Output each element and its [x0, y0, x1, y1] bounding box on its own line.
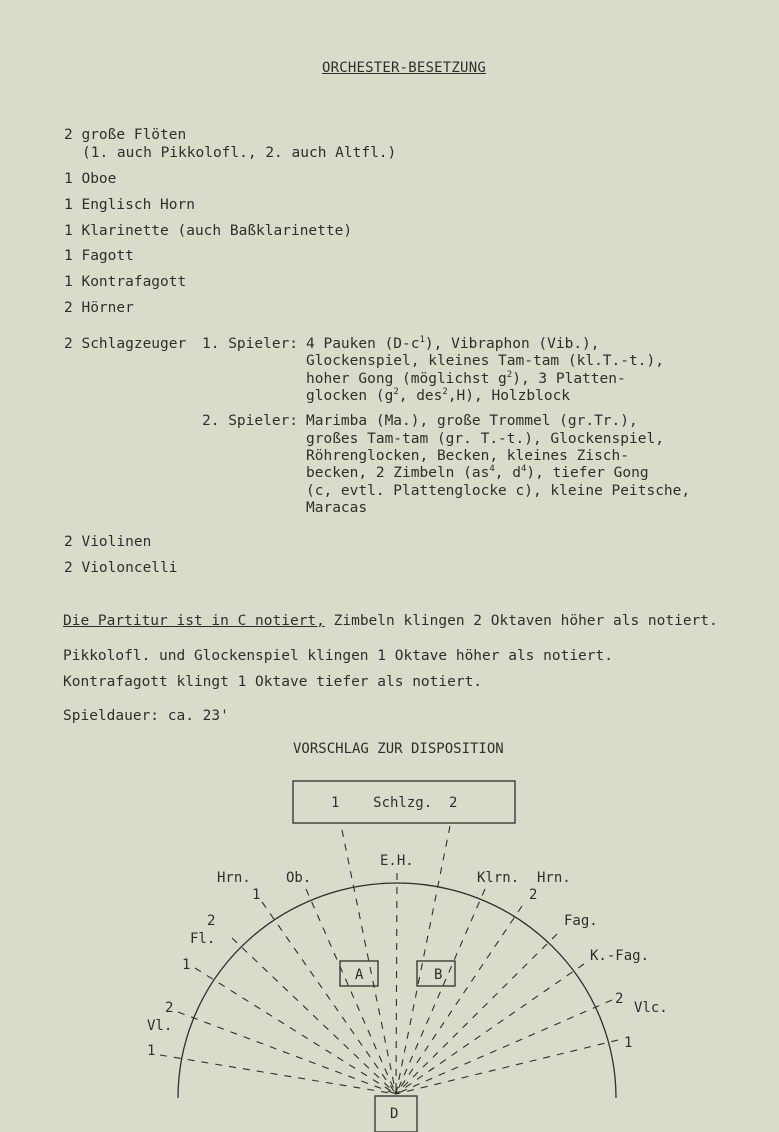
label-cello-num1: 1 [624, 1035, 633, 1051]
instrument-clarinet: 1 Klarinette (auch Baßklarinette) [64, 223, 353, 239]
label-flute: Fl. [190, 931, 216, 947]
label-horn-right: Hrn. [537, 870, 571, 886]
instrument-contrabassoon: 1 Kontrafagott [64, 274, 187, 290]
note-contrabassoon: Kontrafagott klingt 1 Oktave tiefer als notiert. [63, 674, 483, 690]
player1-line1: 4 Pauken $(D-c^1)$, Vibraphon (Vib.), [306, 335, 600, 352]
label-box-a: A [355, 967, 364, 983]
player1-line2: Glockenspiel, kleines Tam-tam (kl.T.-t.), [306, 353, 664, 369]
instrument-cellos: 2 Violoncelli [64, 560, 178, 576]
player2-label: 2. Spieler: [202, 413, 299, 429]
label-box-b: B [434, 967, 443, 983]
diagram-title: VORSCHLAG ZUR DISPOSITION [293, 741, 504, 757]
label-violin-num1: 1 [147, 1043, 156, 1059]
label-violin: Vl. [147, 1018, 173, 1034]
label-flute-num1: 1 [182, 957, 191, 973]
player2-line1: Marimba (Ma.), große Trommel (gr.Tr.), [306, 413, 638, 429]
player2-line3: Röhrenglocken, Becken, kleines Zisch- [306, 448, 630, 464]
label-horn-left: Hrn. [217, 870, 251, 886]
percussion-box-label: 1 Schlzg. 2 [331, 795, 458, 811]
label-oboe: Ob. [286, 870, 312, 886]
label-horn-left-num: 1 [252, 887, 261, 903]
label-horn-right-num: 2 [529, 887, 538, 903]
player2-line6: Maracas [306, 500, 368, 516]
instrument-flutes-note: (1. auch Pikkolofl., 2. auch Altfl.) [82, 145, 397, 161]
note-piccolo: Pikkolofl. und Glockenspiel klingen 1 Oktave höher als notiert. [63, 648, 613, 664]
label-cello-num2: 2 [615, 991, 624, 1007]
label-english-horn: E.H. [380, 853, 414, 869]
label-violin-num2: 2 [165, 1000, 174, 1016]
label-box-d: D [390, 1106, 399, 1122]
player1-line3: hoher Gong (möglichst $g^2$), 3 Platten- [306, 370, 626, 387]
note-partitur: Die Partitur ist in C notiert, Zimbeln klingen 2 Oktaven höher als notiert. [63, 613, 718, 629]
instrument-flutes: 2 große Flöten [64, 127, 187, 143]
player1-line4: glocken ($g^2$, des$^2$,H), Holzblock [306, 387, 571, 404]
player1-label: 1. Spieler: [202, 336, 299, 352]
instrument-horns: 2 Hörner [64, 300, 134, 316]
instrument-oboe: 1 Oboe [64, 171, 117, 187]
percussion-label: 2 Schlagzeuger [64, 336, 187, 352]
label-clarinet: Klrn. [477, 870, 520, 886]
note-duration: Spieldauer: ca. 23' [63, 708, 229, 724]
instrument-english-horn: 1 Englisch Horn [64, 197, 195, 213]
instrument-bassoon: 1 Fagott [64, 248, 134, 264]
instrument-violins: 2 Violinen [64, 534, 152, 550]
label-cello: Vlc. [634, 1000, 668, 1016]
player2-line4: becken, 2 Zimbeln ($as^4$, $d^4$), tiefer Gong [306, 464, 649, 481]
label-flute-num2: 2 [207, 913, 216, 929]
page-title: ORCHESTER-BESETZUNG [322, 60, 486, 76]
player2-line5: (c, evtl. Plattenglocke c), kleine Peitsche, [306, 483, 691, 499]
player2-line2: großes Tam-tam (gr. T.-t.), Glockenspiel, [306, 431, 664, 447]
label-contrabassoon: K.-Fag. [590, 948, 650, 964]
label-bassoon: Fag. [564, 913, 598, 929]
